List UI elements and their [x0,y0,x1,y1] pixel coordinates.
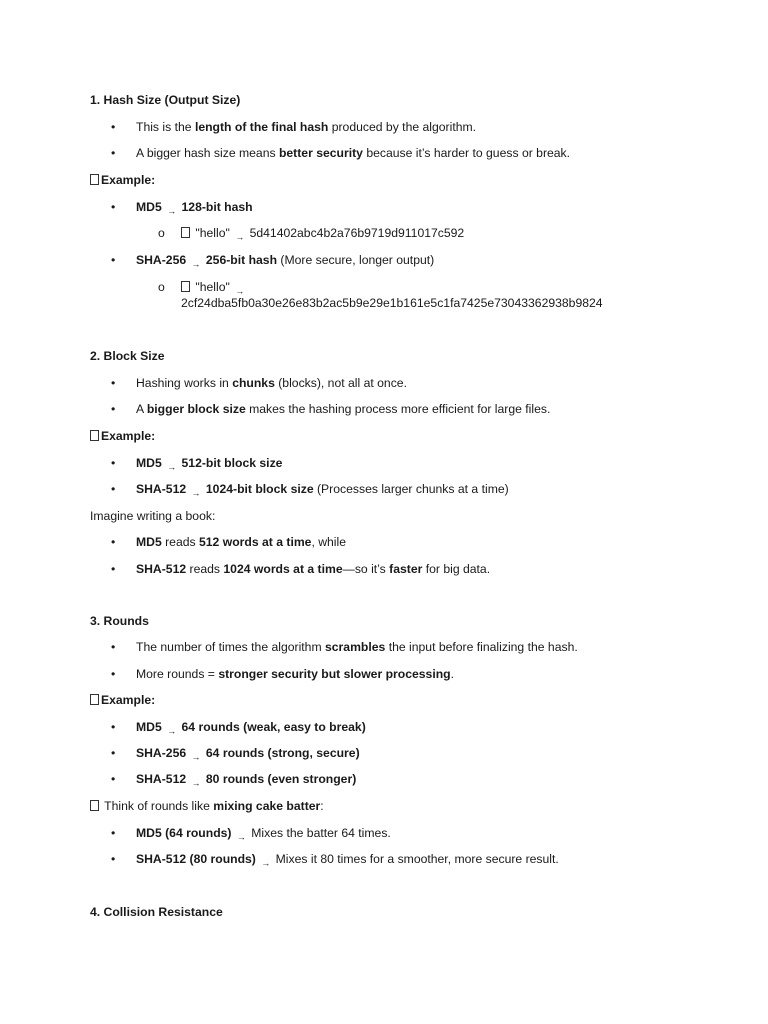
list-item: A bigger hash size means better security because it’s harder to guess or break. [136,146,571,160]
bullet: • [111,667,116,681]
missing-glyph-icon [90,430,99,441]
bullet: • [111,562,116,576]
list-item: Hashing works in chunks (blocks), not all at once. [136,376,407,390]
list-item: MD5 reads 512 words at a time, while [136,535,346,549]
list-item: MD5 → 128-bit hash [136,200,253,216]
bullet: • [111,772,116,786]
missing-glyph-icon [181,227,190,238]
list-item: The number of times the algorithm scrambles the input before finalizing the hash. [136,640,578,654]
bullet: • [111,253,116,267]
bullet: • [111,640,116,654]
list-item: SHA-512 (80 rounds) → Mixes it 80 times for a smoother, more secure result. [136,852,559,868]
bullet: • [111,376,116,390]
example-label: Example: [90,693,155,708]
list-item: SHA-512 → 1024-bit block size (Processes larger chunks at a time) [136,482,509,498]
sub-bullet: o [158,280,165,294]
bullet: • [111,120,116,134]
list-item: A bigger block size makes the hashing process more efficient for large files. [136,402,551,416]
list-item: MD5 → 64 rounds (weak, easy to break) [136,720,366,736]
missing-glyph-icon [90,800,99,811]
list-item: MD5 → 512-bit block size [136,456,283,472]
imagine-text: Imagine writing a book: [90,509,216,523]
list-item: SHA-512 → 80 rounds (even stronger) [136,772,357,788]
think-text: Think of rounds like mixing cake batter: [90,799,324,814]
section-4-heading: 4. Collision Resistance [90,905,223,919]
bullet: • [111,456,116,470]
list-item: SHA-256 → 64 rounds (strong, secure) [136,746,360,762]
bullet: • [111,720,116,734]
section-2-heading: 2. Block Size [90,349,165,363]
example-label: Example: [90,173,155,188]
bullet: • [111,826,116,840]
bullet: • [111,746,116,760]
bullet: • [111,146,116,160]
bullet: • [111,402,116,416]
section-3-heading: 3. Rounds [90,614,149,628]
hash-value: 2cf24dba5fb0a30e26e83b2ac5b9e29e1b161e5c1fa7425e73043362938b9824 [181,296,603,310]
missing-glyph-icon [181,281,190,292]
list-item: MD5 (64 rounds) → Mixes the batter 64 times. [136,826,391,842]
sub-list-item: "hello" → [181,280,246,299]
list-item: This is the length of the final hash produced by the algorithm. [136,120,477,134]
missing-glyph-icon [90,174,99,185]
bullet: • [111,852,116,866]
sub-list-item: "hello" → 5d41402abc4b2a76b9719d911017c592 [181,226,464,245]
list-item: More rounds = stronger security but slower processing. [136,667,455,681]
bullet: • [111,200,116,214]
missing-glyph-icon [90,694,99,705]
section-1-heading: 1. Hash Size (Output Size) [90,93,241,107]
bullet: • [111,482,116,496]
list-item: SHA-512 reads 1024 words at a time—so it’s faster for big data. [136,562,491,576]
example-label: Example: [90,429,155,444]
sub-bullet: o [158,226,165,240]
bullet: • [111,535,116,549]
list-item: SHA-256 → 256-bit hash (More secure, longer output) [136,253,435,269]
